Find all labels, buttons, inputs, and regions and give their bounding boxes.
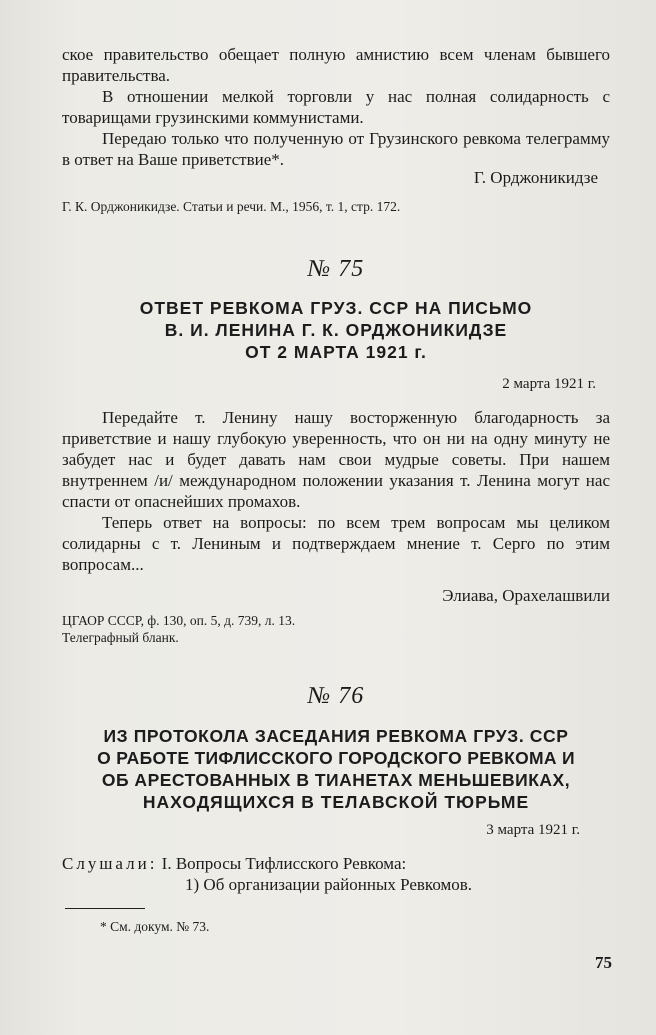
source-citation: ЦГАОР СССР, ф. 130, оп. 5, д. 739, л. 13. [62, 613, 296, 628]
document-date: 3 марта 1921 г. [486, 822, 580, 838]
document-title [62, 725, 610, 813]
signature: Г. Орджоникидзе [473, 168, 598, 187]
title-line: ОТВЕТ РЕВКОМА ГРУЗ. ССР НА ПИСЬМО [139, 298, 533, 318]
footnote-divider [65, 908, 145, 909]
paragraph: Теперь ответ на вопросы: по всем трем вопросам мы целиком солидарны с т. Лениным и подтверждаем мнение т. Серго по этим вопросам... [62, 513, 610, 574]
paragraph: ское правительство обещает полную амнистию всем членам бывшего правительства. [62, 45, 610, 85]
title-line: ОТ 2 МАРТА 1921 г. [245, 342, 427, 362]
document-date: 2 марта 1921 г. [502, 376, 596, 392]
signature: Элиава, Орахелашвили [442, 586, 610, 605]
document-title [62, 297, 610, 363]
paragraph: В отношении мелкой торговли у нас полная солидарность с товарищами грузинскими коммунистами. [62, 87, 610, 127]
title-line: ОБ АРЕСТОВАННЫХ В ТИАНЕТАХ МЕНЬШЕВИКАХ, [101, 770, 571, 790]
heard-label: Слушали: [62, 854, 158, 873]
footnote: * См. докум. № 73. [100, 919, 210, 934]
document-number: № 75 [307, 256, 365, 282]
document-body [62, 407, 610, 575]
heard-item: I. Вопросы Тифлисского Ревкома: [161, 854, 407, 873]
document-number: № 76 [307, 683, 365, 709]
title-line: НАХОДЯЩИХСЯ В ТЕЛАВСКОЙ ТЮРЬМЕ [142, 792, 530, 812]
heard-subitem: 1) Об организации районных Ревкомов. [185, 875, 473, 894]
title-line: О РАБОТЕ ТИФЛИССКОГО ГОРОДСКОГО РЕВКОМА И [97, 748, 575, 768]
section1-text [62, 44, 610, 170]
title-line: В. И. ЛЕНИНА Г. К. ОРДЖОНИКИДЗЕ [164, 320, 508, 340]
source-note: Телеграфный бланк. [62, 630, 179, 645]
paragraph: Передайте т. Ленину нашу восторженную благодарность за приветствие и нашу глубокую уверенность, что он ни на одну минуту не забудет нас и будет давать нам свои мудрые советы. При нашем внутреннем /и/ международном положении указания т. Ленина могут нас спасти от опаснейших промахов. [62, 408, 610, 511]
title-line: ИЗ ПРОТОКОЛА ЗАСЕДАНИЯ РЕВКОМА ГРУЗ. ССР [103, 726, 569, 746]
protocol-heard [62, 853, 610, 895]
source-citation: Г. К. Орджоникидзе. Статьи и речи. М., 1956, т. 1, стр. 172. [62, 199, 401, 214]
page-number: 75 [595, 953, 612, 972]
paragraph: Передаю только что полученную от Грузинского ревкома телеграмму в ответ на Ваше приветствие*. [62, 129, 610, 169]
heard-row [62, 853, 610, 874]
